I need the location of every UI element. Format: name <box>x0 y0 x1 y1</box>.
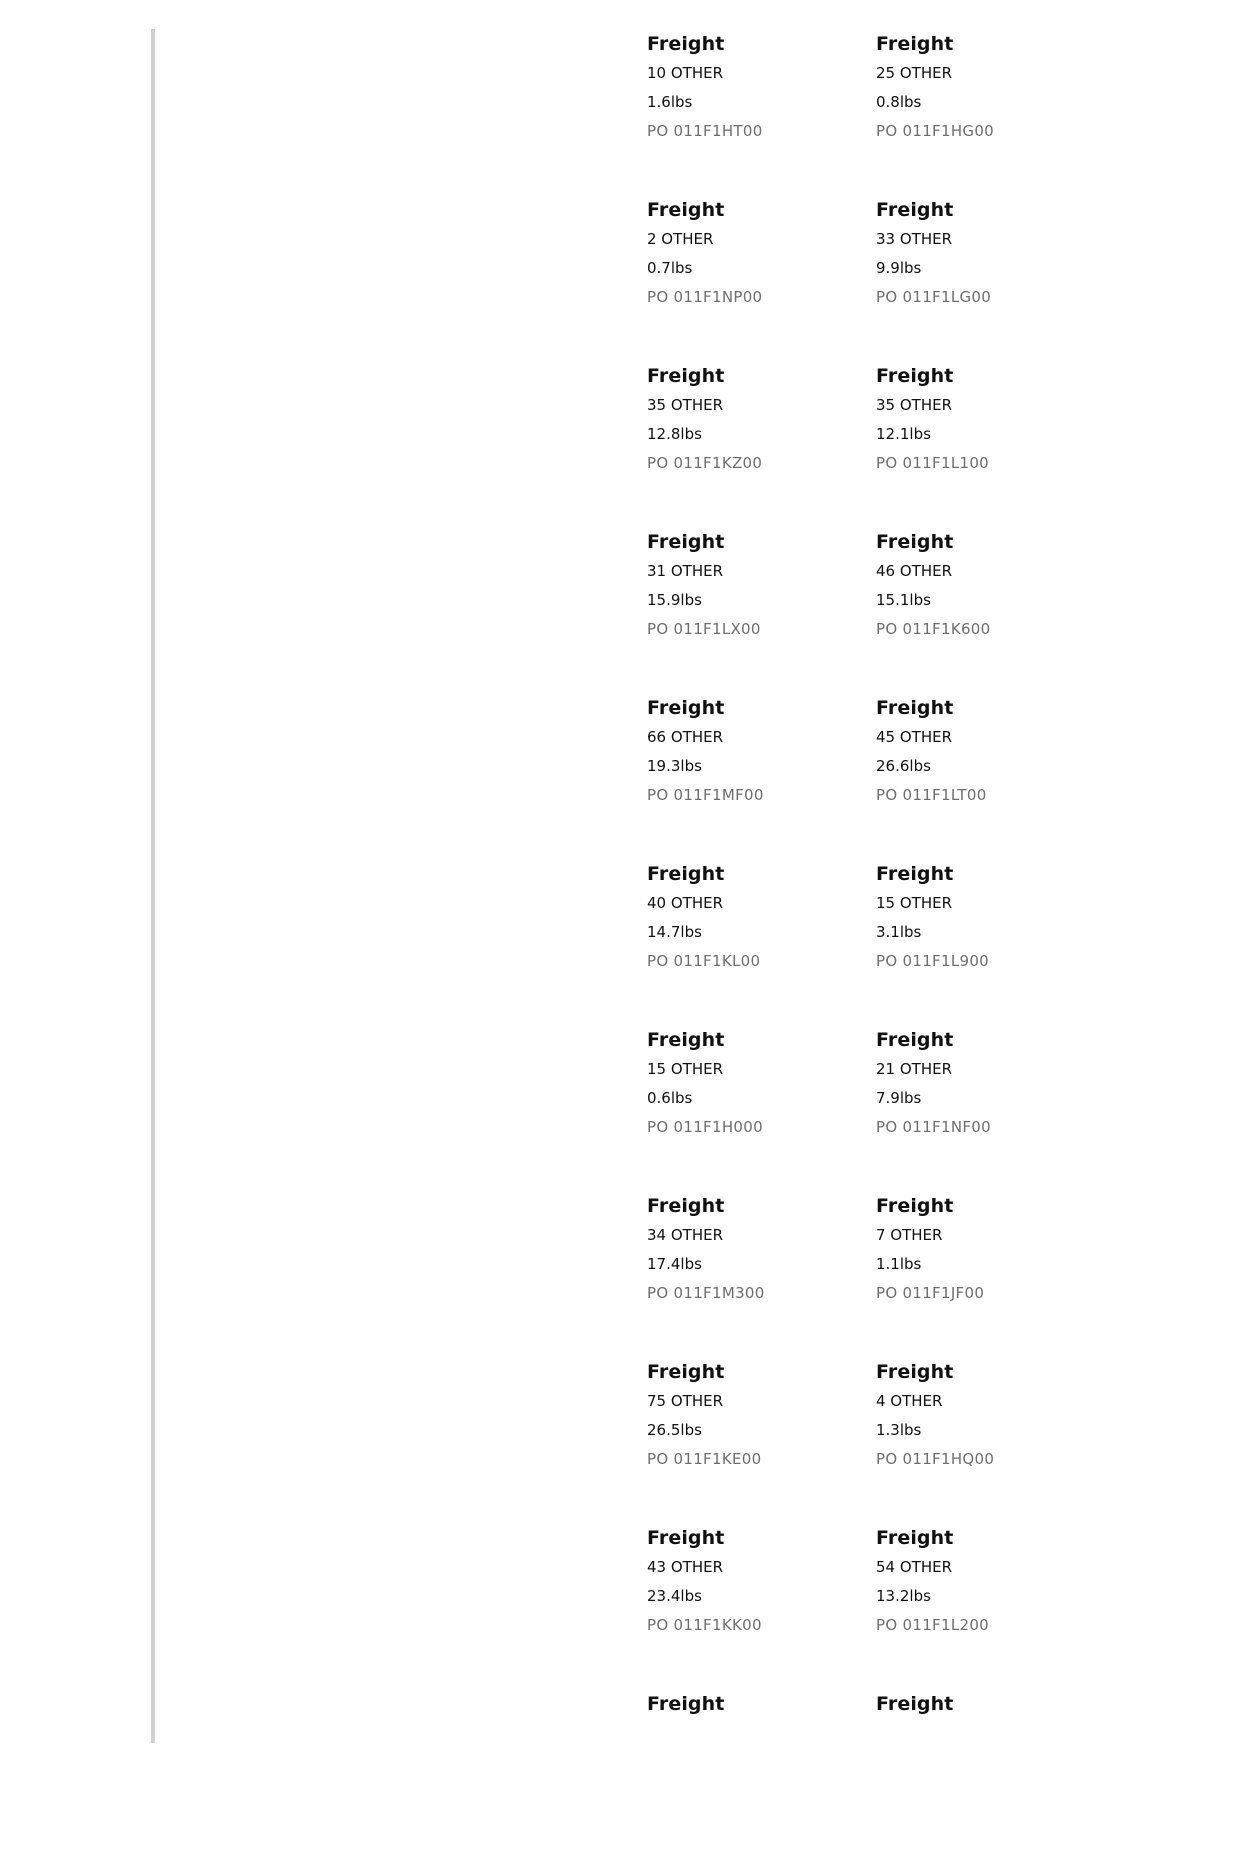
freight-item-quantity: 40 OTHER <box>647 894 724 912</box>
freight-item-quantity: 33 OTHER <box>876 230 953 248</box>
freight-item-title: Freight <box>647 1361 725 1383</box>
freight-item-card <box>876 198 1105 364</box>
freight-item-po-number: PO 011F1KL00 <box>647 952 761 970</box>
freight-item-title: Freight <box>876 1361 954 1383</box>
freight-item-quantity: 21 OTHER <box>876 1060 953 1078</box>
freight-item-po-number: PO 011F1H000 <box>647 1118 763 1136</box>
freight-item-card <box>876 530 1105 696</box>
freight-item-card <box>876 1692 1105 1858</box>
freight-item-weight: 1.6lbs <box>647 93 693 111</box>
freight-item-po-number: PO 011F1K600 <box>876 620 991 638</box>
freight-item-title: Freight <box>647 1527 725 1549</box>
freight-item-po-number: PO 011F1MF00 <box>647 786 764 804</box>
freight-item-weight: 19.3lbs <box>647 757 702 775</box>
freight-item-card <box>876 862 1105 1028</box>
freight-item-po-number: PO 011F1HG00 <box>876 122 995 140</box>
freight-item-quantity: 46 OTHER <box>876 562 953 580</box>
freight-item-quantity: 15 OTHER <box>647 1060 724 1078</box>
freight-item-title: Freight <box>647 199 725 221</box>
freight-item-card <box>647 1360 876 1526</box>
freight-item-title: Freight <box>647 1029 725 1051</box>
freight-item-quantity: 2 OTHER <box>647 230 714 248</box>
freight-item-po-number: PO 011F1JF00 <box>876 1284 985 1302</box>
freight-item-grid <box>647 32 1127 1858</box>
freight-item-quantity: 45 OTHER <box>876 728 953 746</box>
freight-item-weight: 13.2lbs <box>876 1587 931 1605</box>
freight-item-card <box>647 696 876 862</box>
freight-item-card <box>647 1028 876 1194</box>
freight-item-title: Freight <box>647 531 725 553</box>
freight-item-weight: 14.7lbs <box>647 923 702 941</box>
freight-item-title: Freight <box>647 697 725 719</box>
freight-item-card <box>647 1692 876 1858</box>
freight-item-quantity: 4 OTHER <box>876 1392 943 1410</box>
freight-item-card <box>876 1360 1105 1526</box>
freight-item-weight: 26.5lbs <box>647 1421 702 1439</box>
freight-item-card <box>876 1194 1105 1360</box>
freight-item-quantity: 31 OTHER <box>647 562 724 580</box>
freight-item-card <box>647 1194 876 1360</box>
freight-item-weight: 7.9lbs <box>876 1089 922 1107</box>
freight-item-weight: 0.7lbs <box>647 259 693 277</box>
freight-item-title: Freight <box>647 863 725 885</box>
freight-item-title: Freight <box>876 365 954 387</box>
freight-item-weight: 3.1lbs <box>876 923 922 941</box>
freight-item-weight: 15.1lbs <box>876 591 931 609</box>
freight-item-po-number: PO 011F1HT00 <box>647 122 763 140</box>
freight-item-card <box>647 32 876 198</box>
freight-item-weight: 26.6lbs <box>876 757 931 775</box>
freight-item-card <box>647 530 876 696</box>
left-divider <box>151 29 155 1743</box>
freight-item-card <box>647 198 876 364</box>
freight-item-quantity: 43 OTHER <box>647 1558 724 1576</box>
freight-item-card <box>876 696 1105 862</box>
freight-item-title: Freight <box>647 33 725 55</box>
freight-item-title: Freight <box>876 863 954 885</box>
freight-item-quantity: 34 OTHER <box>647 1226 724 1244</box>
freight-item-weight: 15.9lbs <box>647 591 702 609</box>
freight-item-title: Freight <box>876 1195 954 1217</box>
freight-item-title: Freight <box>876 531 954 553</box>
freight-item-card <box>647 862 876 1028</box>
freight-item-quantity: 15 OTHER <box>876 894 953 912</box>
freight-item-title: Freight <box>647 1693 725 1715</box>
freight-item-card <box>647 364 876 530</box>
freight-item-po-number: PO 011F1NP00 <box>647 288 763 306</box>
freight-item-quantity: 66 OTHER <box>647 728 724 746</box>
freight-item-quantity: 75 OTHER <box>647 1392 724 1410</box>
freight-item-weight: 1.1lbs <box>876 1255 922 1273</box>
freight-item-po-number: PO 011F1NF00 <box>876 1118 991 1136</box>
freight-item-po-number: PO 011F1LX00 <box>647 620 761 638</box>
freight-item-po-number: PO 011F1HQ00 <box>876 1450 995 1468</box>
freight-item-weight: 17.4lbs <box>647 1255 702 1273</box>
freight-item-quantity: 35 OTHER <box>876 396 953 414</box>
freight-item-po-number: PO 011F1L900 <box>876 952 990 970</box>
freight-item-weight: 0.8lbs <box>876 93 922 111</box>
freight-item-card <box>876 32 1105 198</box>
freight-item-po-number: PO 011F1KE00 <box>647 1450 762 1468</box>
freight-item-title: Freight <box>876 697 954 719</box>
freight-item-weight: 1.3lbs <box>876 1421 922 1439</box>
freight-item-title: Freight <box>876 1527 954 1549</box>
freight-item-card <box>647 1526 876 1692</box>
freight-item-po-number: PO 011F1L100 <box>876 454 990 472</box>
freight-item-weight: 23.4lbs <box>647 1587 702 1605</box>
freight-item-title: Freight <box>876 33 954 55</box>
freight-item-title: Freight <box>876 199 954 221</box>
freight-item-po-number: PO 011F1KK00 <box>647 1616 762 1634</box>
freight-item-title: Freight <box>876 1693 954 1715</box>
freight-item-card <box>876 1526 1105 1692</box>
freight-item-weight: 12.1lbs <box>876 425 931 443</box>
freight-item-quantity: 10 OTHER <box>647 64 724 82</box>
freight-item-po-number: PO 011F1L200 <box>876 1616 990 1634</box>
freight-item-quantity: 54 OTHER <box>876 1558 953 1576</box>
freight-item-title: Freight <box>876 1029 954 1051</box>
freight-item-quantity: 25 OTHER <box>876 64 953 82</box>
freight-item-card <box>876 1028 1105 1194</box>
freight-item-weight: 12.8lbs <box>647 425 702 443</box>
freight-item-po-number: PO 011F1LT00 <box>876 786 987 804</box>
freight-item-po-number: PO 011F1M300 <box>647 1284 765 1302</box>
freight-item-title: Freight <box>647 365 725 387</box>
freight-item-card <box>876 364 1105 530</box>
freight-item-po-number: PO 011F1KZ00 <box>647 454 763 472</box>
freight-item-quantity: 7 OTHER <box>876 1226 943 1244</box>
freight-item-weight: 9.9lbs <box>876 259 922 277</box>
freight-item-quantity: 35 OTHER <box>647 396 724 414</box>
freight-item-title: Freight <box>647 1195 725 1217</box>
freight-item-po-number: PO 011F1LG00 <box>876 288 992 306</box>
freight-item-weight: 0.6lbs <box>647 1089 693 1107</box>
